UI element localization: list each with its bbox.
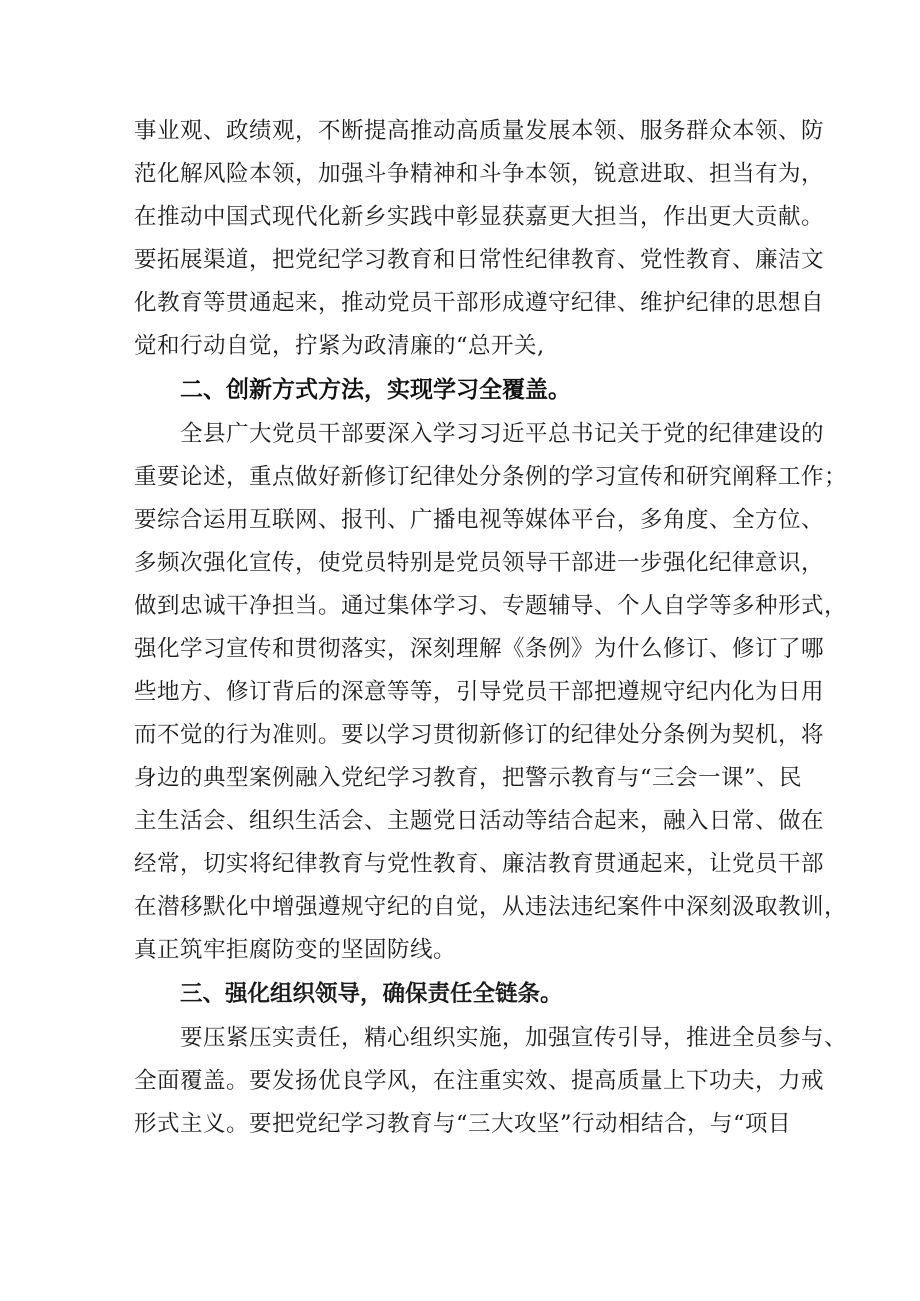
paragraph-2-line-1: 全县广大党员干部要深入学习习近平总书记关于党的纪律建设的: [180, 421, 825, 447]
paragraph-3-line-3: 形式主义。要把党纪学习教育与“三大攻坚”行动相结合，与“项目: [134, 1111, 792, 1137]
paragraph-1-line-2: 范化解风险本领，加强斗争精神和斗争本领，锐意进取、担当有为，: [134, 161, 825, 187]
section-2-heading: 二、创新方式方法，实现学习全覆盖。: [180, 377, 571, 403]
paragraph-2-line-7: 些地方、修订背后的深意等等，引导党员干部把遵规守纪内化为日用: [134, 679, 825, 705]
paragraph-1-line-4: 要拓展渠道，把党纪学习教育和日常性纪律教育、党性教育、廉洁文: [134, 247, 825, 273]
paragraph-1-line-6: 觉和行动自觉，拧紧为政清廉的“总开关,: [134, 333, 545, 359]
paragraph-2-line-2: 重要论述，重点做好新修订纪律处分条例的学习宣传和研究阐释工作；: [134, 464, 848, 490]
paragraph-1-line-5: 化教育等贯通起来，推动党员干部形成遵守纪律、维护纪律的思想自: [134, 290, 825, 316]
paragraph-2-line-4: 多频次强化宣传，使党员特别是党员领导干部进一步强化纪律意识，: [134, 550, 825, 576]
paragraph-1-line-1: 事业观、政绩观，不断提高推动高质量发展本领、服务群众本领、防: [134, 118, 825, 144]
paragraph-2-line-10: 主生活会、组织生活会、主题党日活动等结合起来，融入日常、做在: [134, 808, 825, 834]
paragraph-3-line-2: 全面覆盖。要发扬优良学风，在注重实效、提高质量上下功夫，力戒: [134, 1068, 825, 1094]
paragraph-2-line-13: 真正筑牢拒腐防变的坚固防线。: [134, 937, 457, 963]
paragraph-2-line-11: 经常，切实将纪律教育与党性教育、廉洁教育贯通起来，让党员干部: [134, 851, 825, 877]
paragraph-1-line-3: 在推动中国式现代化新乡实践中彰显获嘉更大担当，作出更大贡献。: [134, 204, 825, 230]
paragraph-2-line-5: 做到忠诚干净担当。通过集体学习、专题辅导、个人自学等多种形式，: [134, 593, 848, 619]
paragraph-2-line-9: 身边的典型案例融入党纪学习教育，把警示教育与“三会一课”、民: [134, 765, 803, 791]
paragraph-2-line-3: 要综合运用互联网、报刊、广播电视等媒体平台，多角度、全方位、: [134, 507, 825, 533]
paragraph-3-line-1: 要压紧压实责任，精心组织实施，加强宣传引导，推进全员参与、: [180, 1025, 848, 1051]
paragraph-2-line-8: 而不觉的行为准则。要以学习贯彻新修订的纪律处分条例为契机，将: [134, 722, 825, 748]
paragraph-2-line-12: 在潜移默化中增强遵规守纪的自觉，从违法违纪案件中深刻汲取教训，: [134, 894, 848, 920]
section-3-heading: 三、强化组织领导，确保责任全链条。: [180, 981, 563, 1007]
paragraph-2-line-6: 强化学习宣传和贯彻落实，深刻理解《条例》为什么修订、修订了哪: [134, 636, 825, 662]
